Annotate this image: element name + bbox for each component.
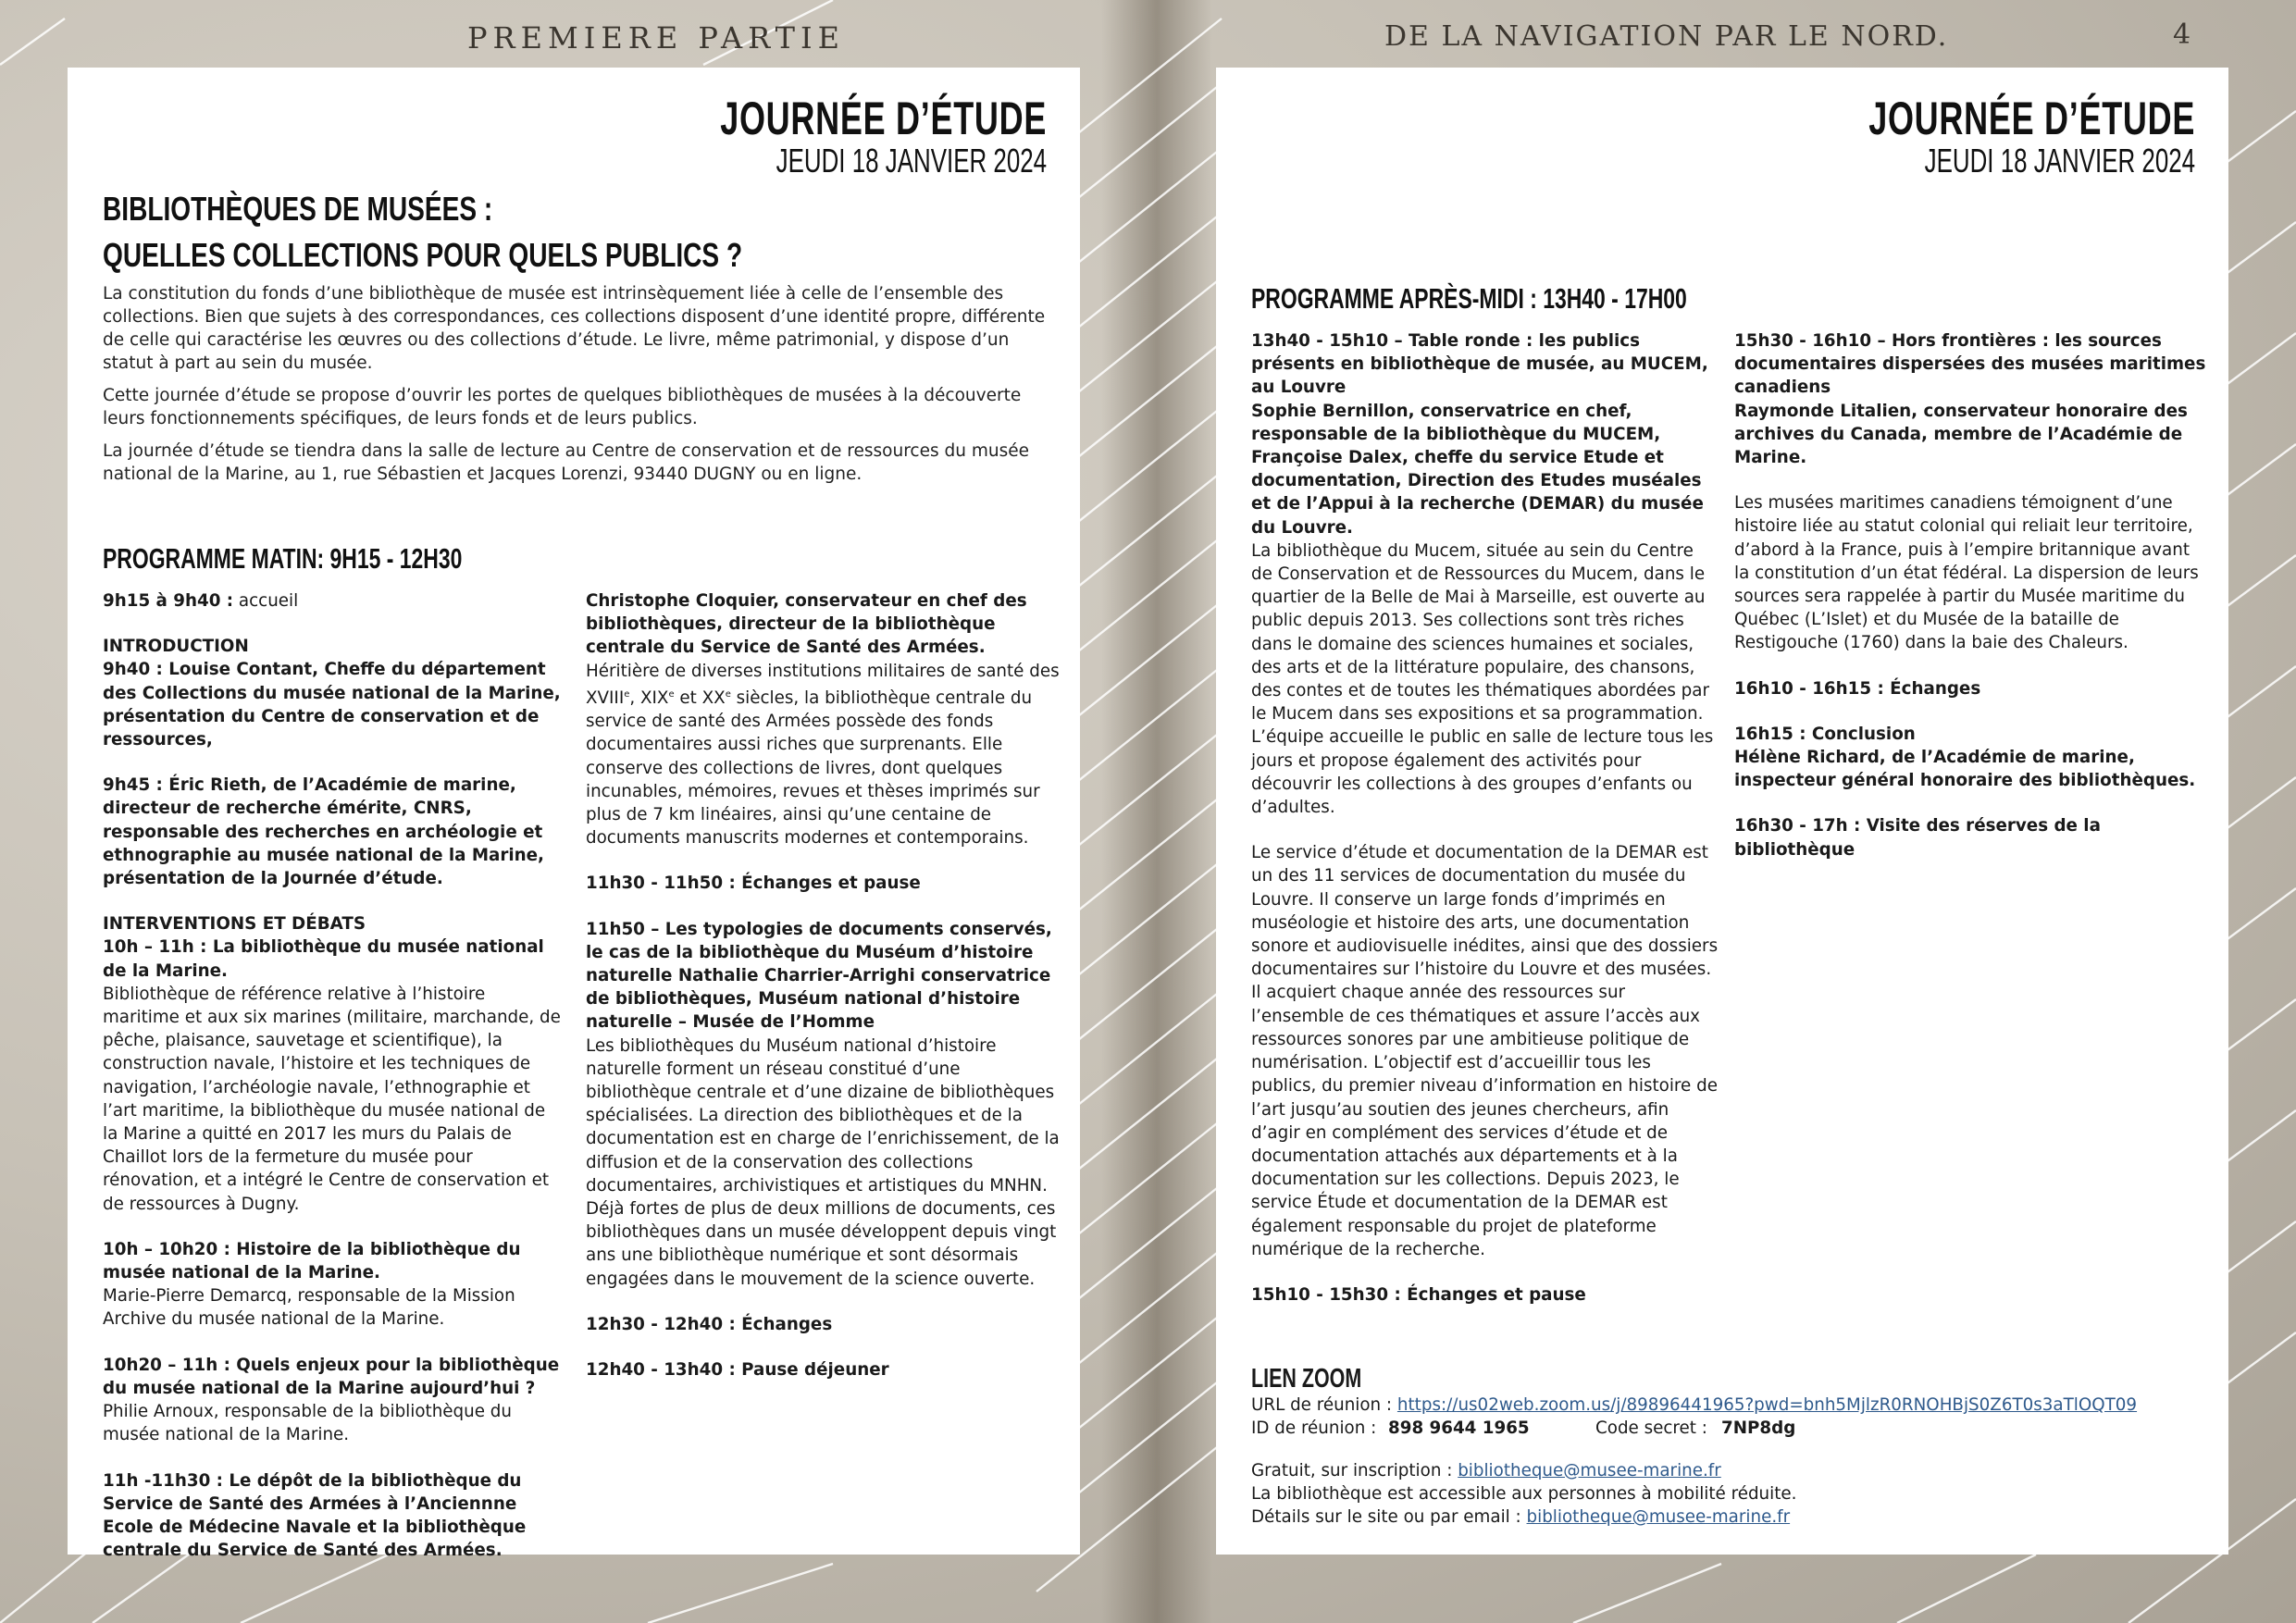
registration-row: Gratuit, sur inscription : bibliotheque@musee-marine.fr xyxy=(1251,1460,1721,1481)
hors-frontieres-speaker: Raymonde Litalien, conservateur honoraire des archives du Canada, membre de l’Académie de Marine. xyxy=(1734,401,2188,468)
introduction-heading: INTRODUCTION xyxy=(103,637,249,657)
zoom-id-label: ID de réunion : xyxy=(1251,1419,1377,1439)
morning-column-2 xyxy=(586,589,1067,1404)
table-ronde-speakers: Sophie Bernillon, conservatrice en chef, responsable de la bibliothèque du MUCEM, Françoise Dalex, cheffe du service Etude et documentation, Direction des Etudes muséales et de l’Appui à la recherche (DEMAR) du musée du Louvre. xyxy=(1251,401,1704,538)
table-ronde-title: 13h40 - 15h10 – Table ronde : les publics présents en bibliothèque de musée, au MUCEM, au Louvre xyxy=(1251,331,1708,398)
intervention-4-title: 11h -11h30 : Le dépôt de la bibliothèque du Service de Santé des Armées à l’Anciennne Ecole de Médecine Navale et la bibliothèque centrale du Service de Santé des Armées. xyxy=(103,1470,527,1561)
accueil-label: accueil xyxy=(233,591,299,611)
hors-frontieres-body: Les musées maritimes canadiens témoignent d’une histoire liée au statut colonial qui reliait leur territoire, d’abord à la France, puis à l’empire britannique avant la constitution d’un état fédéral. La dispersion de leurs sources sera rappelée à partir du Musée maritime du Québec (L’Islet) et du Musée de la bataille de Restigouche (1760) dans la baie des Chaleurs. xyxy=(1734,493,2199,653)
zoom-title: LIEN ZOOM xyxy=(1251,1364,1362,1394)
intro-paragraph-3: La journée d’étude se tiendra dans la salle de lecture au Centre de conservation et de ressources du musée national de la Marine, au 1, rue Sébastien et Jacques Lorenzi, 93440 DUGNY ou en ligne. xyxy=(103,441,1029,484)
accueil-item xyxy=(103,589,565,613)
main-title-line1: BIBLIOTHÈQUES DE MUSÉES : xyxy=(103,190,493,228)
echanges-1610: 16h10 - 16h15 : Échanges xyxy=(1734,678,1981,699)
right-header-title: JOURNÉE D’ÉTUDE xyxy=(1868,93,2195,144)
accessibility-note: La bibliothèque est accessible aux personnes à mobilité réduite. xyxy=(1251,1483,1797,1504)
talk-1150-title: 11h50 – Les typologies de documents conservés, le cas de la bibliothèque du Muséum d’histoire naturelle Nathalie Charrier-Arrighi conservatrice de bibliothèques, Muséum national d’histoire naturelle – Musée de l’Homme xyxy=(586,919,1052,1033)
intro-945-item: 9h45 : Éric Rieth, de l’Académie de marine, directeur de recherche émérite, CNRS, responsable des recherches en archéologie et ethnographie au musée national de la Marine, présentation de la Journée d’étude. xyxy=(103,775,544,889)
left-header-title: JOURNÉE D’ÉTUDE xyxy=(720,93,1047,144)
morning-column-1 xyxy=(103,589,565,1584)
book-page-number: 4 xyxy=(2173,19,2191,51)
hors-frontieres-title: 15h30 - 16h10 – Hors frontières : les sources documentaires dispersées des musées maritimes canadiens xyxy=(1734,331,2206,398)
intervention-2-body: Marie-Pierre Demarcq, responsable de la Mission Archive du musée national de la Marine. xyxy=(103,1286,515,1330)
ssa-description: Héritière de diverses institutions militaires de santé des XVIIIe, XIXe et XXe siècles, la bibliothèque centrale du service de santé des Armées possède des fonds documentaires aussi riches que surprenants. Elle conserve des collections de livres, dont quelques incunables, mémoires, revues et thèses imprimés sur plus de 7 km linéaires, ainsi qu’une centaine de documents manuscrits modernes et contemporains. xyxy=(586,661,1060,849)
morning-programme-title: PROGRAMME MATIN: 9H15 - 12H30 xyxy=(103,542,463,575)
visite-reserves: 16h30 - 17h : Visite des réserves de la bibliothèque xyxy=(1734,816,2101,860)
zoom-url-row: URL de réunion : https://us02web.zoom.us/j/89896441965?pwd=bnh5MjlzR0RNOHBjS0Z6T0s3aTlOQT09 xyxy=(1251,1395,2138,1416)
intro-paragraph-1: La constitution du fonds d’une bibliothèque de musée est intrinsèquement liée à celle de l’ensemble des collections. Bien que sujets à des correspondances, ces collections disposent d’une identité propre, différente de celle qui caractérise les œuvres ou des collections d’étude. Le livre, même patrimonial, y dispose d’un statut à part au sein du musée. xyxy=(103,284,1046,373)
left-header-date: JEUDI 18 JANVIER 2024 xyxy=(776,142,1047,180)
intro-text xyxy=(103,282,1047,495)
conclusion-title: 16h15 : Conclusion xyxy=(1734,724,1916,744)
pause-dejeuner: 12h40 - 13h40 : Pause déjeuner xyxy=(586,1359,889,1380)
interventions-heading: INTERVENTIONS ET DÉBATS xyxy=(103,914,366,935)
right-header xyxy=(1742,93,2195,179)
registration-email-link[interactable]: bibliotheque@musee-marine.fr xyxy=(1458,1460,1721,1481)
right-page-panel xyxy=(1216,68,2228,1555)
talk-1150-body-2: Déjà fortes de plus de deux millions de documents, ces bibliothèques dans un musée développent depuis vingt ans une bibliothèque numérique et sont désormais engagées dans le mouvement de la science ouverte. xyxy=(586,1198,1057,1289)
intro-paragraph-2: Cette journée d’étude se propose d’ouvrir les portes de quelques bibliothèques de musées à la découverte leurs fonctionnements spécifiques, de leurs fonds et de leurs publics. xyxy=(103,386,1022,428)
intervention-1-body: Bibliothèque de référence relative à l’histoire maritime et aux six marines (militaire, marchande, de pêche, plaisance, sauvetage et scientifique), la construction navale, l’histoire et les techniques de navigation, l’archéologie navale, l’ethnographie et l’art maritime, la bibliothèque du musée national de la Marine a quitté en 2017 les murs du Palais de Chaillot lors de la fermeture du musée pour rénovation, et a intégré le Centre de conservation et de ressources à Dugny. xyxy=(103,984,561,1214)
accueil-time: 9h15 à 9h40 : xyxy=(103,591,234,611)
zoom-id-value: 898 9644 1965 xyxy=(1388,1419,1530,1439)
demar-description: Le service d’étude et documentation de la DEMAR est un des 11 services de documentation du musée du Louvre. Il conserve un large fonds d’imprimés en muséologie et histoire des arts, une documentation sonore et audiovisuelle inédites, ainsi que des dossiers documentaires sur l’histoire du Louvre et des musées. Il acquiert chaque année des ressources sur l’ensemble de ces thématiques et assure l’accès aux ressources sonores par une ambitieuse politique de numérisation. L’objectif est d’accueillir tous les publics, du premier niveau d’information en histoire de l’art jusqu’au soutien des jeunes chercheurs, afin d’agir en complément des services d’étude et de documentation attachés aux départements et à la documentation sur les collections. Depuis 2023, le service Étude et documentation de la DEMAR est également responsable du projet de plateforme numérique de la recherche. xyxy=(1251,843,1719,1259)
main-title xyxy=(103,186,742,279)
main-title-line2: QUELLES COLLECTIONS POUR QUELS PUBLICS ? xyxy=(103,236,743,274)
echanges-1230: 12h30 - 12h40 : Échanges xyxy=(586,1314,833,1334)
intervention-2-title: 10h – 10h20 : Histoire de la bibliothèque du musée national de la Marine. xyxy=(103,1239,521,1283)
left-header xyxy=(593,93,1047,179)
zoom-code-label: Code secret : xyxy=(1595,1419,1707,1439)
afternoon-programme-title: PROGRAMME APRÈS-MIDI : 13H40 - 17H00 xyxy=(1251,282,1687,315)
book-right-running-head: DE LA NAVIGATION PAR LE NORD. xyxy=(1384,20,1949,53)
right-header-date: JEUDI 18 JANVIER 2024 xyxy=(1924,142,2195,180)
zoom-section xyxy=(1251,1365,2214,1529)
intervention-3-body: Philie Arnoux, responsable de la bibliothèque du musée national de la Marine. xyxy=(103,1402,512,1445)
conclusion-body: Hélène Richard, de l’Académie de marine, inspecteur général honoraire des bibliothèques. xyxy=(1734,748,2196,791)
intro-940-item: 9h40 : Louise Contant, Cheffe du département des Collections du musée national de la Marine, présentation du Centre de conservation et de ressources, xyxy=(103,660,561,750)
details-email-link[interactable]: bibliotheque@musee-marine.fr xyxy=(1526,1507,1791,1528)
pause-1130: 11h30 - 11h50 : Échanges et pause xyxy=(586,873,921,894)
speaker-cloquier: Christophe Cloquier, conservateur en chef des bibliothèques, directeur de la bibliothèque centrale du Service de Santé des Armées. xyxy=(586,591,1027,658)
intervention-1-title: 10h – 11h : La bibliothèque du musée national de la Marine. xyxy=(103,937,544,981)
details-row: Détails sur le site ou par email : bibliotheque@musee-marine.fr xyxy=(1251,1507,1791,1528)
zoom-credentials-row xyxy=(1251,1417,2214,1440)
book-left-running-head: PREMIERE PARTIE xyxy=(467,20,845,56)
pause-1510: 15h10 - 15h30 : Échanges et pause xyxy=(1251,1284,1586,1305)
intervention-3-title: 10h20 – 11h : Quels enjeux pour la bibliothèque du musée national de la Marine aujourd’hui ? xyxy=(103,1355,560,1398)
talk-1150-body-1: Les bibliothèques du Muséum national d’histoire naturelle forment un réseau constitué d’une bibliothèque centrale et d’une dizaine de bibliothèques spécialisées. La direction des bibliothèques et de la documentation est en charge de l’enrichissement, de la diffusion et de la conservation des collections documentaires, archivistiques et artistiques du MNHN. xyxy=(586,1035,1060,1196)
afternoon-column-2 xyxy=(1734,329,2206,884)
left-page-panel xyxy=(68,68,1080,1561)
afternoon-column-1 xyxy=(1251,329,1719,1329)
mucem-description: La bibliothèque du Mucem, située au sein du Centre de Conservation et de Ressources du Mucem, dans le quartier de la Belle de Mai à Marseille, est ouverte au public depuis 2013. Ses collections sont très riches dans le domaine des sciences humaines et sociales, des arts et de la littérature populaire, des chansons, des contes et de toutes les thématiques abordées par le Mucem dans ses expositions et sa programmation. L’équipe accueille le public en salle de lecture tous les jours et propose également des activités pour découvrir les collections à des groupes d’enfants ou d’adultes. xyxy=(1251,540,1714,818)
zoom-code-value: 7NP8dg xyxy=(1721,1419,1796,1439)
zoom-url-link[interactable]: https://us02web.zoom.us/j/89896441965?pwd=bnh5MjlzR0RNOHBjS0Z6T0s3aTlOQT09 xyxy=(1396,1395,2138,1416)
